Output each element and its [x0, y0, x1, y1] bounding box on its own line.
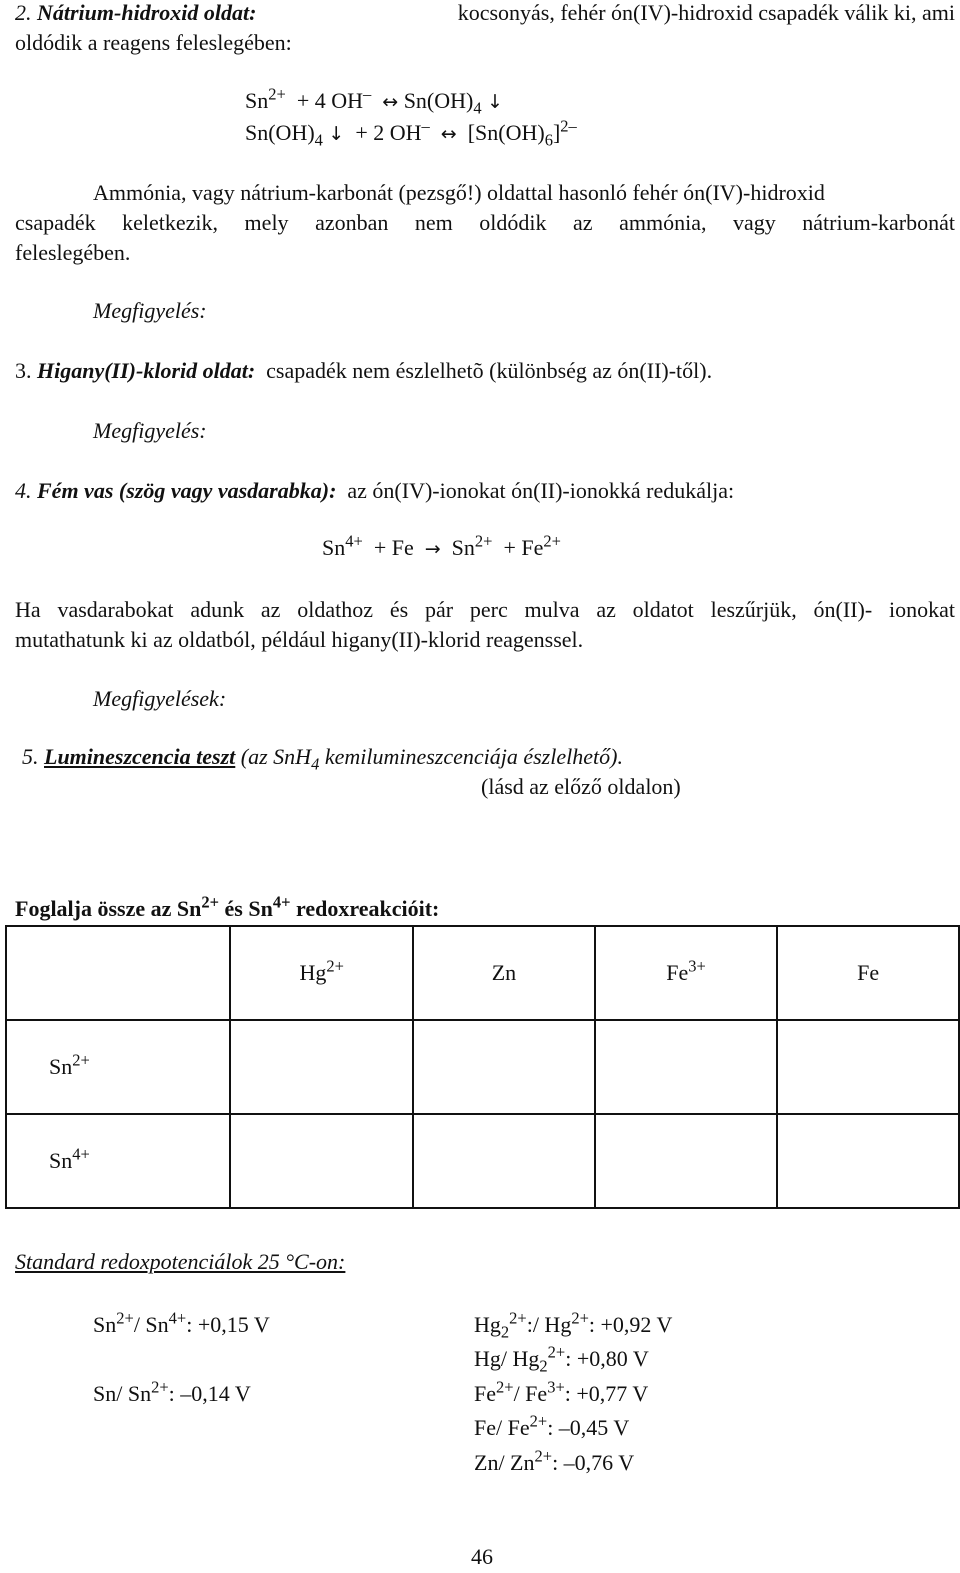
sec2-number: 2. [15, 0, 32, 25]
potential-left-2: Sn/ $Sn^{2+}$: –0,14 V [93, 1377, 251, 1406]
sec2-equation-2: $Sn(OH)_4$ ↓ + 2 OH– ↔ $[Sn(OH)_6]^{2-}$ [245, 116, 577, 150]
potential-right-3: $Fe^{2+}/$ $Fe^{3+}$: +0,77 V [474, 1377, 649, 1406]
sec4-heading-line [15, 478, 734, 504]
sec2-para-line1: Ammónia, vagy nátrium-karbonát (pezsgő!) oldattal hasonló fehér ón(IV)-hidroxid [93, 180, 825, 205]
sec4-title: Fém vas (szög vagy vasdarabka): [37, 478, 337, 503]
table-cell [230, 1020, 413, 1114]
page-number: 46 [471, 1544, 493, 1569]
sec3-text: csapadék nem észlelhetõ (különbség az ón(II)-től). [266, 358, 713, 383]
table-cell [230, 1114, 413, 1208]
table-header-fe: Fe [777, 926, 959, 1020]
table-row-header-sn4: $Sn^{4+}$ [6, 1114, 230, 1208]
sec3-title: Higany(II)-klorid oldat: [37, 358, 256, 383]
sec4-para-line1: Ha vasdarabokat adunk az oldathoz és pár perc mulva az oldatot leszűrjük, ón(II)- ionokat [15, 597, 955, 622]
table-corner-cell [6, 926, 230, 1020]
sec5-number: 5. [22, 744, 39, 769]
sec2-text1: kocsonyás, fehér ón(IV)-hidroxid csapadék válik ki, ami [457, 0, 955, 25]
table-cell [777, 1020, 959, 1114]
potential-left-1: $Sn^{2+}/$ $Sn^{4+}$: +0,15 V [93, 1308, 270, 1337]
sec5-title: Lumineszcencia teszt [44, 744, 236, 769]
table-header-zn: Zn [413, 926, 595, 1020]
redox-table [5, 925, 960, 1209]
table-header-fe3: $Fe^{3+}$ [595, 926, 777, 1020]
equilibrium-arrow-icon: ↔ [382, 91, 399, 113]
table-cell [413, 1114, 595, 1208]
potential-right-4: Fe/ $Fe^{2+}$: –0,45 V [474, 1411, 630, 1440]
potential-right-2: Hg/ $Hg_2^{2+}$: +0,80 V [474, 1342, 649, 1376]
sec4-observation-label: Megfigyelések: [93, 686, 227, 711]
sec2-title: Nátrium-hidroxid oldat: [37, 0, 257, 25]
sec5-note: (lásd az előző oldalon) [481, 774, 681, 799]
sec3-number: 3. [15, 358, 32, 383]
sec2-para-line2: csapadék keletkezik, mely azonban nem oldódik az ammónia, vagy nátrium-karbonát [15, 210, 955, 235]
potential-right-1: $Hg_2^{2+}:/$ $Hg^{2+}$: +0,92 V [474, 1308, 673, 1342]
equilibrium-arrow-icon: ↔ [440, 123, 457, 145]
sec2-text2: oldódik a reagens feleslegében: [15, 30, 292, 55]
sec4-equation: $Sn^{4+} + Fe \to Sn^{2+} + Fe^{2+}$ [322, 531, 561, 560]
precipitate-arrow-icon: ↓ [328, 123, 345, 145]
sec2-para-line3: feleslegében. [15, 240, 131, 265]
potentials-title: Standard redoxpotenciálok 25 °C-on: [15, 1249, 346, 1274]
table-header-hg: $Hg^{2+}$ [230, 926, 413, 1020]
table-row [6, 1020, 959, 1114]
sec2-equation-1: $Sn^{2+} + 4$ OH– ↔ $Sn(OH)_4$ ↓ [245, 84, 504, 118]
table-header-row [6, 926, 959, 1020]
sec2-observation-label: Megfigyelés: [93, 298, 207, 323]
potential-right-5: Zn/ $Zn^{2+}$: –0,76 V [474, 1446, 635, 1475]
sec3-observation-label: Megfigyelés: [93, 418, 207, 443]
table-cell [413, 1020, 595, 1114]
sec4-number: 4. [15, 478, 32, 503]
table-cell [777, 1114, 959, 1208]
sec2-heading-line [15, 0, 955, 26]
table-row [6, 1114, 959, 1208]
precipitate-arrow-icon: ↓ [487, 91, 504, 113]
sec3-heading-line [15, 358, 712, 384]
sec4-para-line2: mutathatunk ki az oldatból, például higany(II)-klorid reagenssel. [15, 627, 584, 652]
table-row-header-sn2: $Sn^{2+}$ [6, 1020, 230, 1114]
sec4-text: az ón(IV)-ionokat ón(II)-ionokká redukálja: [347, 478, 735, 503]
sec5-heading-line: 5. Lumineszcencia teszt (az SnH$_4$ kemilumineszcenciája észlelhető). [22, 744, 623, 774]
reaction-arrow-icon: → [424, 538, 441, 560]
summary-heading: Foglalja össze az $Sn^{2+}$ és $Sn^{4+}$ redoxreakcióit: [15, 892, 440, 921]
table-cell [595, 1020, 777, 1114]
table-cell [595, 1114, 777, 1208]
